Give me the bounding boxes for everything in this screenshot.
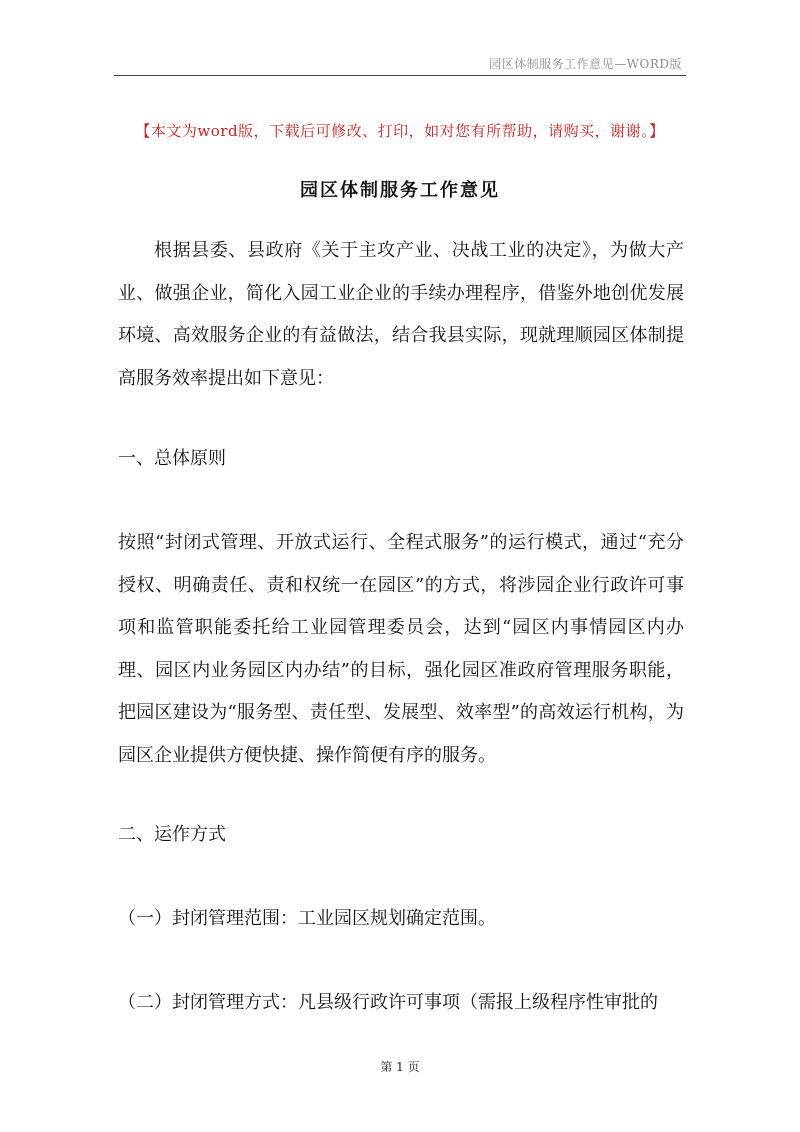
operation-item-1: （一）封闭管理范围：工业园区规划确定范围。: [118, 908, 496, 929]
section-heading-principles: 一、总体原则: [118, 448, 226, 469]
page-number: 第 1 页: [380, 1060, 420, 1074]
document-title: 园区体制服务工作意见: [300, 180, 500, 201]
principles-paragraph: 按照“封闭式管理、开放式运行、全程式服务”的运行模式，通过“充分授权、明确责任、责和权统一在园区”的方式，将涉园企业行政许可事项和监管职能委托给工业园管理委员会，达到“园区内事情园区内办理、园区内业务园区内办结”的目标，强化园区准政府管理服务职能，把园区建设为“服务型、责任型、发展型、效率型”的高效运行机构，为园区企业提供方便快捷、操作简便有序的服务。: [118, 532, 684, 766]
section-heading-operation: 二、运作方式: [118, 824, 226, 845]
download-notice: 【本文为word版，下载后可修改、打印，如对您有所帮助，请购买，谢谢。】: [135, 122, 665, 140]
operation-item-2: （二）封闭管理方式：凡县级行政许可事项（需报上级程序性审批的: [118, 992, 658, 1013]
header-divider: [114, 75, 686, 76]
running-header: 园区体制服务工作意见—WORD版: [489, 57, 682, 71]
intro-paragraph: 根据县委、县政府《关于主攻产业、决战工业的决定》，为做大产业、做强企业，简化入园工业企业的手续办理程序，借鉴外地创优发展环境、高效服务企业的有益做法，结合我县实际，现就理顺园区体制提高服务效率提出如下意见：: [118, 240, 684, 389]
